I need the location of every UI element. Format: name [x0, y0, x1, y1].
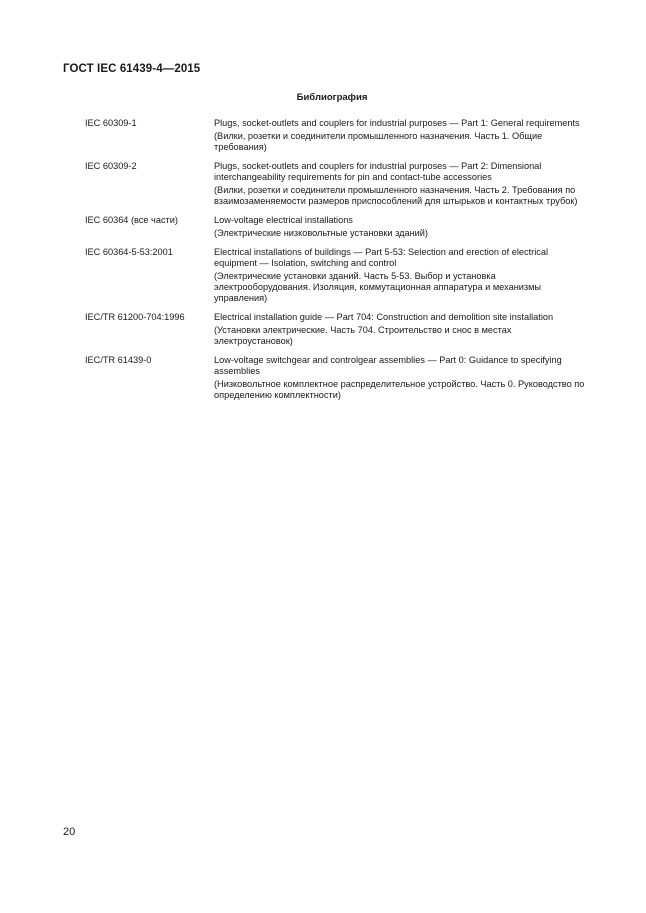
reference-description — [214, 247, 585, 304]
reference-id: IEC/TR 61439-0 — [85, 355, 152, 365]
reference-id: IEC/TR 61200-704:1996 — [85, 312, 185, 322]
bibliography-entry — [85, 118, 585, 153]
reference-title-ru: (Вилки, розетки и соединители промышленного назначения. Часть 1. Общие требования) — [214, 131, 543, 152]
reference-title-ru: (Установки электрические. Часть 704. Строительство и снос в местах электроустановок) — [214, 325, 512, 346]
reference-title-en: Plugs, socket-outlets and couplers for industrial purposes — Part 2: Dimensional interchangeability requirements for pin and contact-tube accessories — [214, 161, 542, 182]
reference-title-en: Electrical installation guide — Part 704: Construction and demolition site installation — [214, 312, 554, 322]
page-number: 20 — [63, 826, 76, 838]
bibliography-entry — [85, 247, 585, 304]
bibliography-list — [85, 118, 585, 401]
reference-description — [214, 161, 585, 207]
reference-id: IEC 60364-5-53:2001 — [85, 247, 173, 257]
section-title: Библиография — [296, 92, 368, 103]
reference-description — [214, 118, 585, 153]
bibliography-entry — [85, 355, 585, 401]
reference-title-en: Low-voltage switchgear and controlgear assemblies — Part 0: Guidance to specifying assemblies — [214, 355, 562, 376]
reference-title-ru: (Электрические низковольтные установки зданий) — [214, 228, 428, 238]
reference-title-en: Low-voltage electrical installations — [214, 215, 353, 225]
reference-title-en: Electrical installations of buildings — Part 5-53: Selection and erection of electrical equipment — Isolation, switching and control — [214, 247, 548, 268]
reference-id: IEC 60364 (все части) — [85, 215, 178, 225]
reference-title-ru: (Электрические установки зданий. Часть 5-53. Выбор и установка электрооборудования. Изоляция, коммутационная аппаратура и механизмы управления) — [214, 271, 542, 303]
reference-description — [214, 312, 585, 347]
reference-title-ru: (Низковольтное комплектное распределительное устройство. Часть 0. Руководство по определению комплектности) — [214, 379, 585, 400]
bibliography-entry — [85, 312, 585, 347]
reference-description — [214, 215, 585, 239]
reference-description — [214, 355, 585, 401]
reference-title-ru: (Вилки, розетки и соединители промышленного назначения. Часть 2. Требования по взаимозаменяемости размеров приспособлений для штырьков и контактных трубок) — [214, 185, 578, 206]
bibliography-entry — [85, 215, 585, 239]
reference-id: IEC 60309-2 — [85, 161, 137, 171]
document-header: ГОСТ IEC 61439-4—2015 — [63, 63, 201, 75]
reference-id: IEC 60309-1 — [85, 118, 137, 128]
bibliography-entry — [85, 161, 585, 207]
reference-title-en: Plugs, socket-outlets and couplers for industrial purposes — Part 1: General requirements — [214, 118, 580, 128]
